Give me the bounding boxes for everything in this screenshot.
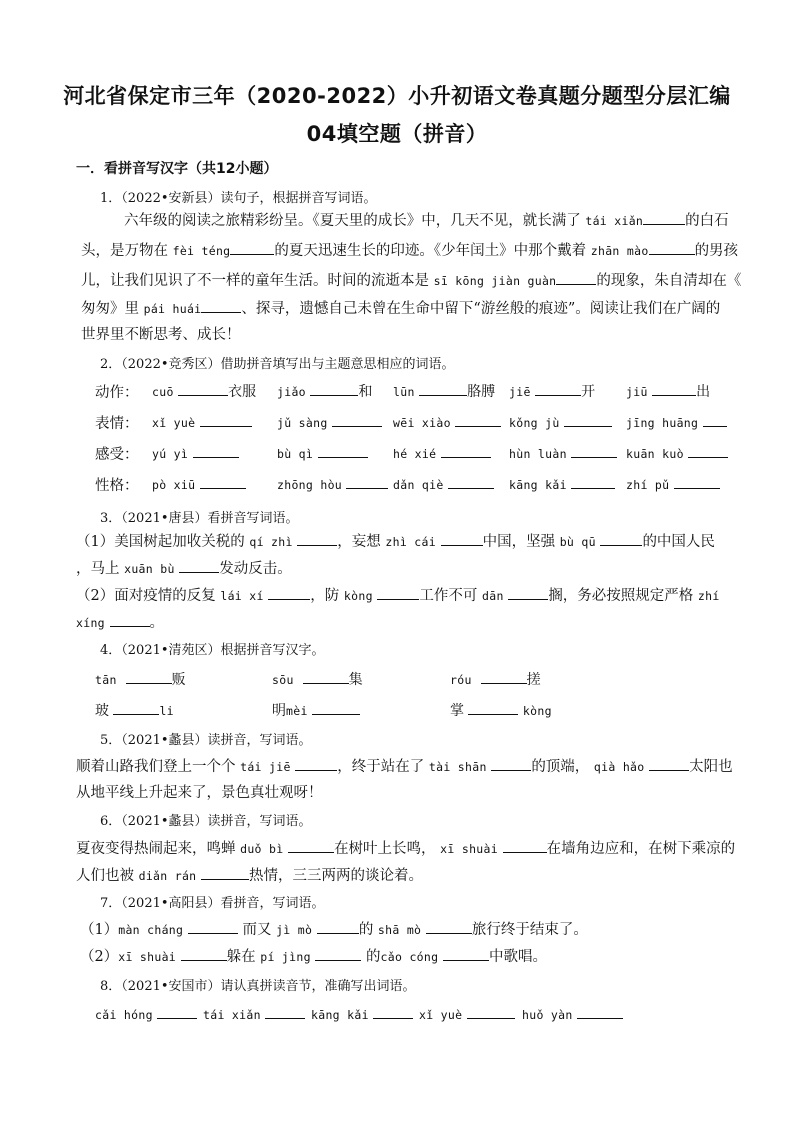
- answer-blank[interactable]: [674, 474, 720, 489]
- fill-item: [152, 474, 246, 493]
- q1-text: 、探寻，遗憾自己未曾在生命中留下“游丝般的痕迹”。阅读让我们在广阔的: [241, 301, 721, 317]
- word-part: 搓: [526, 672, 541, 688]
- word-part: 明: [272, 703, 286, 719]
- question-3-heading: 3．（2021•唐县）看拼音写词语。: [100, 511, 299, 526]
- answer-blank[interactable]: [441, 531, 483, 546]
- row-label: 感受：: [95, 447, 139, 463]
- pinyin: zhān mào: [590, 244, 649, 258]
- pinyin: kāng kǎi: [509, 478, 567, 492]
- q6-line-2: [76, 865, 423, 886]
- q1-text: 的男孩: [694, 243, 739, 259]
- fill-item: [626, 474, 720, 493]
- q3-text: （2）面对疫情的反复: [76, 588, 216, 604]
- pinyin: kòng: [343, 589, 373, 603]
- fill-item: [277, 443, 368, 462]
- pinyin: cǎi hóng: [95, 1008, 153, 1022]
- fill-item: [626, 381, 710, 401]
- fill-item: [152, 443, 239, 462]
- question-8-heading: 8．（2021•安国市）请认真拼读音节，准确写出词语。: [100, 979, 416, 994]
- q1-text: 儿，让我们见识了不一样的童年生活。时间的流逝本是: [81, 273, 429, 289]
- pinyin: huǒ yàn: [522, 1008, 573, 1022]
- q3-text: ，防: [310, 588, 340, 604]
- fill-item: [393, 443, 491, 462]
- pinyin: hùn luàn: [509, 447, 567, 461]
- q7-text: （2）: [80, 949, 119, 965]
- pinyin: duǒ bì: [240, 842, 284, 856]
- word-part: 掌: [450, 703, 464, 719]
- row-label: 表情：: [95, 416, 139, 432]
- q1-text: 六年级的阅读之旅精彩纷呈。《夏天里的成长》中，几天不见，就长满了: [124, 213, 581, 229]
- pinyin: hé xié: [393, 447, 437, 461]
- answer-blank[interactable]: [230, 240, 274, 255]
- answer-blank[interactable]: [288, 838, 334, 853]
- answer-blank[interactable]: [448, 474, 494, 489]
- pinyin: zhōng hòu: [277, 478, 343, 492]
- answer-blank[interactable]: [503, 838, 547, 853]
- fill-item: [419, 1004, 515, 1023]
- answer-blank[interactable]: [688, 443, 728, 458]
- row-label: 动作：: [95, 385, 139, 401]
- pinyin: cǎo cóng: [380, 950, 439, 964]
- answer-blank[interactable]: [643, 210, 685, 225]
- pinyin: kòng: [522, 704, 552, 718]
- pinyin: jǔ sàng: [277, 416, 328, 430]
- q1-line-3: [81, 270, 741, 291]
- fill-item: [509, 381, 595, 401]
- q3-text: ，马上: [76, 561, 120, 577]
- q3-text: 中国，坚强: [482, 534, 556, 550]
- q7-text: （1）: [80, 922, 119, 938]
- fill-item: [626, 412, 727, 431]
- pinyin: xī shuài: [118, 950, 177, 964]
- fill-item: [393, 381, 495, 401]
- answer-blank[interactable]: [508, 585, 548, 600]
- answer-blank[interactable]: [200, 412, 252, 427]
- pinyin: mèi: [286, 704, 308, 718]
- question-5-heading: 5．（2021•蠡县）读拼音，写词语。: [100, 733, 312, 748]
- pinyin: tái xiǎn: [585, 214, 644, 228]
- pinyin: kuān kuò: [626, 447, 684, 461]
- pinyin: kǒng jù: [509, 416, 560, 430]
- answer-blank[interactable]: [303, 669, 349, 684]
- answer-blank[interactable]: [419, 381, 467, 396]
- fill-item: [203, 1004, 305, 1023]
- q3-text: 。: [149, 615, 165, 631]
- q6-text: 人们也被: [76, 868, 134, 884]
- fill-item: [509, 474, 615, 493]
- fill-item: [393, 474, 494, 493]
- pinyin: dǎn qiè: [393, 478, 444, 492]
- q7-text: 躲在: [226, 949, 256, 965]
- pinyin: màn cháng: [118, 923, 184, 937]
- fill-item: [272, 700, 360, 720]
- fill-item: [277, 474, 388, 493]
- answer-blank[interactable]: [491, 756, 531, 771]
- fill-item: [450, 700, 552, 720]
- question-2-heading: 2．（2022•竞秀区）借助拼音填写出与主题意思相应的词语。: [100, 357, 455, 372]
- pinyin: xíng: [76, 616, 105, 630]
- answer-blank[interactable]: [157, 1004, 197, 1019]
- fill-item: [522, 1004, 623, 1023]
- pinyin: zhì cái: [385, 535, 436, 549]
- word-part: 出: [696, 384, 711, 400]
- q7-text: 旅行终于结束了。: [471, 922, 588, 938]
- pinyin: zhí pǔ: [626, 478, 670, 492]
- q5-text: ，终于站在了: [337, 759, 425, 775]
- pinyin: bù qū: [559, 535, 596, 549]
- fill-item: [311, 1004, 413, 1023]
- q3-line-1: [76, 531, 715, 552]
- pinyin: pí jìng: [260, 950, 311, 964]
- pinyin: zhí: [697, 589, 720, 603]
- q3-line-3: [76, 585, 720, 606]
- answer-blank[interactable]: [126, 669, 172, 684]
- word-part: 胳膊: [467, 384, 496, 400]
- q6-text: 夏夜变得热闹起来，鸣蝉: [76, 841, 236, 857]
- row-label: 性格：: [95, 478, 139, 494]
- pinyin: jì mò: [276, 923, 313, 937]
- word-part: 衣服: [228, 384, 257, 400]
- word-part: 开: [581, 384, 596, 400]
- answer-blank[interactable]: [265, 1004, 305, 1019]
- q1-text: 匆匆》里: [81, 301, 139, 317]
- q5-line-1: [76, 756, 733, 777]
- q1-line-4: [81, 298, 720, 319]
- pinyin: dān: [482, 589, 504, 603]
- pinyin: pò xiū: [152, 478, 196, 492]
- answer-blank[interactable]: [201, 865, 249, 880]
- pinyin: xǐ yuè: [419, 1008, 463, 1022]
- answer-blank[interactable]: [649, 240, 695, 255]
- q7-text: 的: [358, 922, 374, 938]
- answer-blank[interactable]: [110, 612, 150, 627]
- pinyin: qià hǎo: [593, 760, 645, 774]
- pinyin: diǎn rán: [138, 869, 197, 883]
- fill-item: [450, 669, 541, 689]
- q7-text: 的: [366, 949, 381, 965]
- pinyin: tái xiǎn: [203, 1008, 261, 1022]
- answer-blank[interactable]: [564, 412, 612, 427]
- q6-text: 热情，三三两两的谈论着。: [249, 868, 424, 884]
- pinyin: róu: [450, 673, 472, 687]
- pinyin: yú yì: [152, 447, 189, 461]
- pinyin: tān: [95, 673, 117, 687]
- q5-text: 太阳也: [689, 759, 733, 775]
- q3-line-2: [76, 558, 292, 579]
- fill-item: [509, 412, 612, 431]
- answer-blank[interactable]: [113, 700, 159, 715]
- answer-blank[interactable]: [297, 531, 337, 546]
- pinyin: sī kōng jiàn guàn: [433, 274, 557, 288]
- pinyin: fèi téng: [172, 244, 231, 258]
- pinyin: lūn: [393, 385, 415, 399]
- pinyin: xī shuài: [440, 842, 498, 856]
- q7-line-1: [80, 919, 588, 940]
- answer-blank[interactable]: [455, 412, 501, 427]
- answer-blank[interactable]: [332, 412, 382, 427]
- answer-blank[interactable]: [481, 669, 527, 684]
- q1-line-2: [81, 240, 738, 261]
- pinyin: jīng huāng: [626, 416, 699, 430]
- q3-text: 发动反击。: [219, 561, 292, 577]
- q5-text: 顺着山路我们登上一个个: [76, 759, 236, 775]
- word-part: 集: [348, 672, 363, 688]
- q1-text: 的夏天迅速生长的印迹。《少年闰土》中那个戴着: [274, 243, 587, 259]
- fill-item: [95, 700, 174, 720]
- fill-item: [509, 443, 617, 462]
- answer-blank[interactable]: [295, 756, 337, 771]
- answer-blank[interactable]: [571, 443, 617, 458]
- answer-blank[interactable]: [377, 585, 419, 600]
- answer-blank[interactable]: [556, 270, 596, 285]
- answer-blank[interactable]: [652, 381, 696, 396]
- answer-blank[interactable]: [179, 558, 219, 573]
- section-heading: 一．看拼音写汉字（共12小题）: [76, 161, 278, 177]
- pinyin: sōu: [272, 673, 294, 687]
- q3-text: （1）美国树起加收关税的: [76, 534, 245, 550]
- pinyin: lái xí: [220, 589, 264, 603]
- q3-line-4: [76, 612, 164, 633]
- word-part: 和: [358, 384, 373, 400]
- pinyin: bù qì: [277, 447, 314, 461]
- fill-item: [272, 669, 363, 689]
- fill-item: [277, 381, 372, 401]
- q3-text: 搁，务必按照规定严格: [548, 588, 694, 604]
- pinyin: xuān bù: [124, 562, 175, 576]
- answer-blank[interactable]: [600, 531, 642, 546]
- answer-blank[interactable]: [467, 1004, 515, 1019]
- answer-blank[interactable]: [315, 946, 361, 961]
- answer-blank[interactable]: [468, 700, 518, 715]
- fill-item: [393, 412, 501, 431]
- pinyin: jiē: [509, 385, 531, 399]
- pinyin: li: [159, 704, 174, 718]
- page-title: 河北省保定市三年（2020-2022）小升初语文卷真题分题型分层汇编: [63, 84, 731, 108]
- answer-blank[interactable]: [577, 1004, 623, 1019]
- answer-blank[interactable]: [310, 381, 358, 396]
- q5-line-2: 从地平线上升起来了，景色真壮观呀！: [76, 785, 323, 801]
- answer-blank[interactable]: [181, 946, 227, 961]
- pinyin: jiǎo: [277, 385, 306, 399]
- q7-text: 中歌唱。: [488, 949, 547, 965]
- answer-blank[interactable]: [426, 919, 472, 934]
- q5-text: 的顶端，: [531, 759, 590, 775]
- word-part: 贩: [171, 672, 186, 688]
- q1-text: 的白石: [685, 213, 729, 229]
- q1-text: 的现象，朱自清却在《: [596, 273, 742, 289]
- answer-blank[interactable]: [346, 474, 388, 489]
- question-1-heading: 1．（2022•安新县）读句子，根据拼音写词语。: [100, 191, 377, 206]
- answer-blank[interactable]: [201, 298, 241, 313]
- answer-blank[interactable]: [441, 443, 491, 458]
- answer-blank[interactable]: [178, 381, 228, 396]
- q7-text: 而又: [242, 922, 272, 938]
- q3-text: ，妄想: [337, 534, 381, 550]
- question-4-heading: 4．（2021•清苑区）根据拼音写汉字。: [100, 643, 325, 658]
- answer-blank[interactable]: [649, 756, 689, 771]
- q1-line-5: 世界里不断思考、成长！: [81, 327, 241, 343]
- pinyin: qí zhì: [249, 535, 293, 549]
- answer-blank[interactable]: [703, 412, 727, 427]
- fill-item: [277, 412, 382, 431]
- pinyin: xǐ yuè: [152, 416, 196, 430]
- q3-text: 的中国人民: [642, 534, 715, 550]
- answer-blank[interactable]: [193, 443, 239, 458]
- answer-blank[interactable]: [535, 381, 581, 396]
- fill-item: [152, 381, 256, 401]
- answer-blank[interactable]: [571, 474, 615, 489]
- pinyin: tài shān: [428, 760, 487, 774]
- q3-text: 工作不可: [419, 588, 478, 604]
- pinyin: tái jiē: [240, 760, 291, 774]
- answer-blank[interactable]: [200, 474, 246, 489]
- question-7-heading: 7．（2021•高阳县）看拼音，写词语。: [100, 896, 325, 911]
- answer-blank[interactable]: [318, 443, 368, 458]
- q6-text: 在墙角边应和，在树下乘凉的: [546, 841, 736, 857]
- pinyin: cuō: [152, 385, 174, 399]
- fill-item: [95, 1004, 197, 1023]
- fill-item: [152, 412, 252, 431]
- answer-blank[interactable]: [312, 700, 360, 715]
- word-part: 玻: [95, 703, 109, 719]
- q7-line-2: [80, 946, 547, 967]
- fill-item: [95, 669, 186, 689]
- pinyin: jiū: [626, 385, 648, 399]
- answer-blank[interactable]: [443, 946, 489, 961]
- pinyin: shā mò: [377, 923, 422, 937]
- pinyin: pái huái: [143, 302, 202, 316]
- q1-line-1: [124, 210, 729, 231]
- q1-text: 头，是万物在: [81, 243, 168, 259]
- q6-text: 在树叶上长鸣，: [334, 841, 436, 857]
- question-6-heading: 6．（2021•蠡县）读拼音，写词语。: [100, 814, 312, 829]
- pinyin: wēi xiào: [393, 416, 451, 430]
- answer-blank[interactable]: [317, 919, 359, 934]
- answer-blank[interactable]: [373, 1004, 413, 1019]
- pinyin: kāng kǎi: [311, 1008, 369, 1022]
- q6-line-1: [76, 838, 735, 859]
- fill-item: [626, 443, 728, 462]
- answer-blank[interactable]: [188, 919, 238, 934]
- answer-blank[interactable]: [268, 585, 310, 600]
- page-subtitle: 04填空题（拼音）: [306, 122, 488, 146]
